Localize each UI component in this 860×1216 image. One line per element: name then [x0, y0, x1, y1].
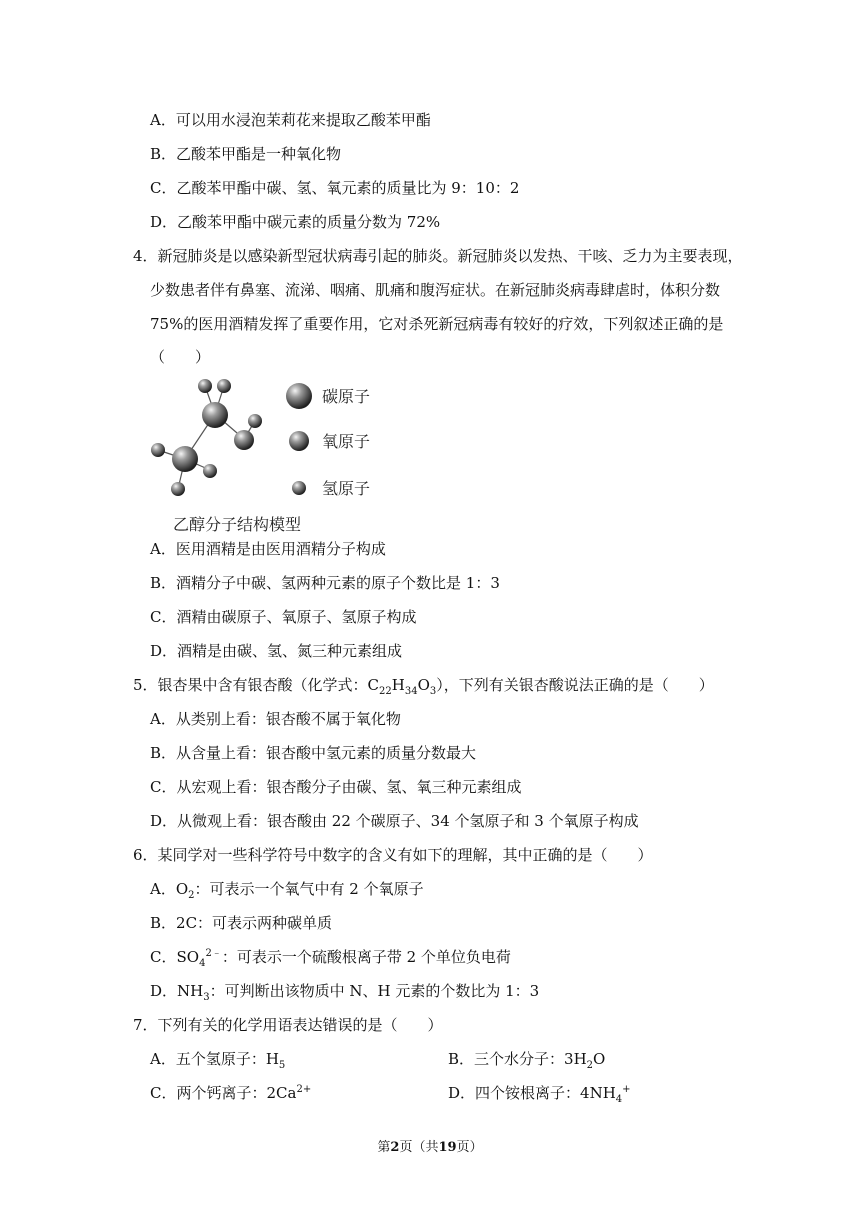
q5-stem: 5．银杏果中含有银杏酸（化学式：$C_{22}H_{34}O_3$），下列有关银杏酸说法正确的是（ ） — [133, 676, 714, 697]
legend-hydrogen-ball — [292, 481, 306, 495]
q4-answer-bracket: （ ） — [150, 348, 211, 366]
figure-caption: 乙醇分子结构模型 — [173, 515, 302, 534]
q3-option-c: C．乙酸苯甲酯中碳、氢、氧元素的质量比为 9：10：2 — [150, 179, 520, 197]
q4-option-b: B．酒精分子中碳、氢两种元素的原子个数比是 1：3 — [150, 574, 500, 592]
q4-stem-line2: 少数患者伴有鼻塞、流涕、咽痛、肌痛和腹泻症状。在新冠肺炎病毒肆虐时，体积分数 — [150, 281, 721, 299]
q4-stem-line1: 4．新冠肺炎是以感染新型冠状病毒引起的肺炎。新冠肺炎以发热、干咳、乏力为主要表现， — [133, 247, 743, 265]
page-footer: 第2页（共19页） — [377, 1140, 483, 1155]
legend-oxygen-label: 氧原子 — [322, 432, 371, 451]
q7-option-d: D．四个铵根离子：$4NH_4^+$ — [448, 1084, 631, 1105]
q7-option-b: B．三个水分子：$3H_2O$ — [448, 1050, 606, 1071]
q5-option-a: A．从类别上看：银杏酸不属于氧化物 — [150, 710, 401, 728]
q4-stem-line3: 75%的医用酒精发挥了重要作用，它对杀死新冠病毒有较好的疗效，下列叙述正确的是 — [150, 315, 724, 333]
q4-option-c: C．酒精由碳原子、氧原子、氢原子构成 — [150, 608, 417, 626]
page-number: 2 — [390, 1140, 400, 1155]
q3-option-b: B．乙酸苯甲酯是一种氧化物 — [150, 145, 342, 163]
legend-carbon-ball — [286, 383, 312, 409]
q5-option-d: D．从微观上看：银杏酸由 22 个碳原子、34 个氢原子和 3 个氧原子构成 — [150, 812, 639, 830]
q3-option-a: A．可以用水浸泡茉莉花来提取乙酸苯甲酯 — [150, 111, 431, 129]
q5-option-b: B．从含量上看：银杏酸中氢元素的质量分数最大 — [150, 744, 477, 762]
legend-carbon-label: 碳原子 — [322, 387, 371, 406]
q7-option-c: C．两个钙离子：$2Ca^{2+}$ — [150, 1084, 312, 1102]
hydrogen-atom — [248, 414, 262, 428]
carbon-atom — [172, 446, 198, 472]
q7-stem: 7．下列有关的化学用语表达错误的是（ ） — [133, 1016, 443, 1034]
q6-option-a: A．$O_2$：可表示一个氧气中有 2 个氧原子 — [150, 880, 424, 901]
hydrogen-atom — [217, 379, 231, 393]
legend-oxygen-ball — [289, 431, 309, 451]
total-pages: 19 — [438, 1140, 457, 1155]
q4-option-d: D．酒精是由碳、氢、氮三种元素组成 — [150, 642, 403, 660]
oxygen-atom — [234, 430, 254, 450]
q6-option-c: C．$SO_4^{2﹣}$：可表示一个硫酸根离子带 2 个单位负电荷 — [150, 948, 511, 969]
q7-option-a: A．五个氢原子：$H_5$ — [150, 1050, 286, 1071]
q6-option-d: D．$NH_3$：可判断出该物质中 N、H 元素的个数比为 1：3 — [150, 982, 540, 1003]
q6-stem: 6．某同学对一些科学符号中数字的含义有如下的理解，其中正确的是（ ） — [133, 846, 653, 864]
q6-option-b: B．2C：可表示两种碳单质 — [150, 914, 333, 932]
carbon-atom — [202, 402, 228, 428]
hydrogen-atom — [151, 443, 165, 457]
hydrogen-atom — [198, 379, 212, 393]
q5-option-c: C．从宏观上看：银杏酸分子由碳、氢、氧三种元素组成 — [150, 778, 522, 796]
ethanol-molecule-figure — [140, 366, 380, 536]
legend-hydrogen-label: 氢原子 — [322, 479, 371, 498]
q3-option-d: D．乙酸苯甲酯中碳元素的质量分数为 72% — [150, 213, 441, 231]
hydrogen-atom — [203, 464, 217, 478]
hydrogen-atom — [171, 482, 185, 496]
q4-option-a: A．医用酒精是由医用酒精分子构成 — [150, 540, 386, 558]
